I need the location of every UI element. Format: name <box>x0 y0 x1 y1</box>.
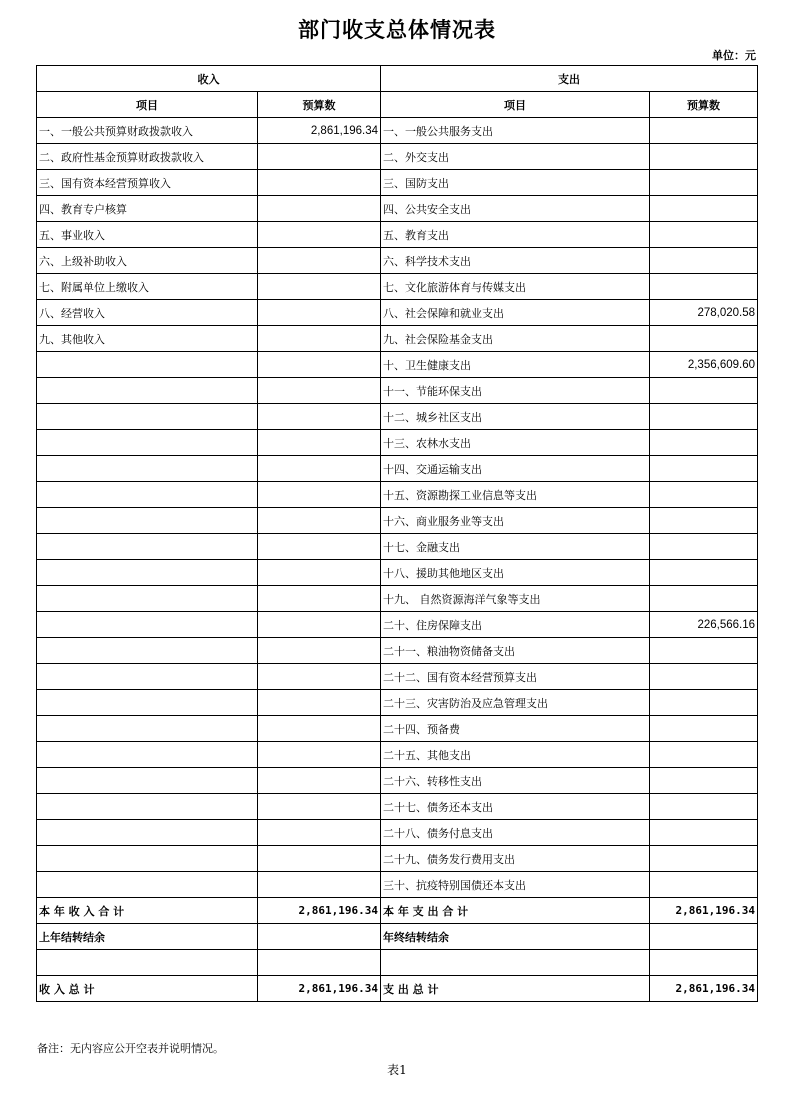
income-amount-cell <box>258 534 381 560</box>
income-amount-cell: 2,861,196.34 <box>258 898 381 924</box>
expense-item-cell: 十、卫生健康支出 <box>381 352 650 378</box>
expense-item-cell: 二十二、国有资本经营预算支出 <box>381 664 650 690</box>
expense-item-cell: 二十一、粮油物资储备支出 <box>381 638 650 664</box>
table-row <box>37 820 758 846</box>
income-amount-cell <box>258 794 381 820</box>
expense-item-cell: 十五、资源勘探工业信息等支出 <box>381 482 650 508</box>
expense-amount-cell <box>650 586 758 612</box>
expense-amount-cell <box>650 378 758 404</box>
income-item-cell: 一、一般公共预算财政拨款收入 <box>37 118 258 144</box>
column-header-row <box>37 92 758 118</box>
expense-amount-cell <box>650 274 758 300</box>
income-amount-cell: 2,861,196.34 <box>258 118 381 144</box>
income-item-cell: 本 年 收 入 合 计 <box>37 898 258 924</box>
expense-item-header: 项目 <box>381 92 650 118</box>
income-amount-cell <box>258 638 381 664</box>
income-amount-cell <box>258 508 381 534</box>
table-row <box>37 560 758 586</box>
expense-amount-cell <box>650 560 758 586</box>
expense-amount-cell <box>650 794 758 820</box>
table-row <box>37 846 758 872</box>
table-row <box>37 664 758 690</box>
income-item-cell: 二、政府性基金预算财政拨款收入 <box>37 144 258 170</box>
table-row <box>37 872 758 898</box>
income-item-cell: 收 入 总 计 <box>37 976 258 1002</box>
expense-item-cell: 四、公共安全支出 <box>381 196 650 222</box>
expense-amount-cell <box>650 846 758 872</box>
expense-amount-cell <box>650 742 758 768</box>
expense-amount-cell <box>650 716 758 742</box>
income-item-cell <box>37 430 258 456</box>
expense-amount-cell <box>650 950 758 976</box>
expense-item-cell: 十一、节能环保支出 <box>381 378 650 404</box>
expense-amount-cell <box>650 456 758 482</box>
income-amount-cell <box>258 742 381 768</box>
expense-amount-cell <box>650 326 758 352</box>
income-amount-cell <box>258 924 381 950</box>
table-row <box>37 456 758 482</box>
total-row <box>37 976 758 1002</box>
expense-item-cell: 本 年 支 出 合 计 <box>381 898 650 924</box>
income-item-cell <box>37 716 258 742</box>
expense-item-cell: 八、社会保障和就业支出 <box>381 300 650 326</box>
income-item-cell <box>37 690 258 716</box>
income-item-cell <box>37 950 258 976</box>
income-item-cell <box>37 794 258 820</box>
income-item-cell: 三、国有资本经营预算收入 <box>37 170 258 196</box>
expense-amount-cell <box>650 430 758 456</box>
table-row <box>37 222 758 248</box>
table-row <box>37 638 758 664</box>
income-amount-cell <box>258 300 381 326</box>
income-item-cell: 四、教育专户核算 <box>37 196 258 222</box>
income-item-cell <box>37 742 258 768</box>
table-row <box>37 248 758 274</box>
table-row <box>37 430 758 456</box>
expense-item-cell: 二十四、预备费 <box>381 716 650 742</box>
table-totals <box>37 898 758 1002</box>
income-amount-cell <box>258 196 381 222</box>
expense-item-cell: 十七、金融支出 <box>381 534 650 560</box>
income-item-cell <box>37 768 258 794</box>
footnote: 备注：无内容应公开空表并说明情况。 <box>37 1042 224 1055</box>
expense-header: 支出 <box>381 66 758 92</box>
income-amount-cell <box>258 820 381 846</box>
total-row <box>37 950 758 976</box>
table-row <box>37 482 758 508</box>
income-item-cell <box>37 664 258 690</box>
expense-amount-cell <box>650 170 758 196</box>
expense-amount-cell <box>650 144 758 170</box>
income-amount-cell: 2,861,196.34 <box>258 976 381 1002</box>
table-row <box>37 742 758 768</box>
income-item-cell: 上年结转结余 <box>37 924 258 950</box>
income-amount-cell <box>258 950 381 976</box>
income-amount-cell <box>258 846 381 872</box>
expense-amount-cell <box>650 222 758 248</box>
budget-table <box>36 65 758 1002</box>
income-amount-cell <box>258 222 381 248</box>
income-amount-cell <box>258 482 381 508</box>
expense-item-cell: 五、教育支出 <box>381 222 650 248</box>
total-row <box>37 924 758 950</box>
table-row <box>37 534 758 560</box>
expense-amount-cell <box>650 404 758 430</box>
table-row <box>37 508 758 534</box>
income-item-cell <box>37 534 258 560</box>
expense-item-cell: 三、国防支出 <box>381 170 650 196</box>
income-header: 收入 <box>37 66 381 92</box>
income-amount-cell <box>258 144 381 170</box>
expense-item-cell: 二十八、债务付息支出 <box>381 820 650 846</box>
expense-amount-cell <box>650 638 758 664</box>
income-item-cell: 九、其他收入 <box>37 326 258 352</box>
expense-amount-cell <box>650 482 758 508</box>
income-amount-cell <box>258 378 381 404</box>
income-item-cell <box>37 586 258 612</box>
expense-item-cell: 九、社会保险基金支出 <box>381 326 650 352</box>
table-row <box>37 196 758 222</box>
income-amount-cell <box>258 352 381 378</box>
table-row <box>37 144 758 170</box>
expense-amount-cell <box>650 690 758 716</box>
income-amount-cell <box>258 612 381 638</box>
total-row <box>37 898 758 924</box>
income-item-cell <box>37 378 258 404</box>
expense-amount-cell: 2,861,196.34 <box>650 976 758 1002</box>
expense-amount-cell <box>650 872 758 898</box>
table-row <box>37 690 758 716</box>
expense-amount-cell <box>650 924 758 950</box>
expense-item-cell: 十三、农林水支出 <box>381 430 650 456</box>
expense-item-cell: 十六、商业服务业等支出 <box>381 508 650 534</box>
expense-amount-cell: 2,861,196.34 <box>650 898 758 924</box>
income-amount-cell <box>258 248 381 274</box>
table-body <box>37 118 758 898</box>
income-item-cell: 六、上级补助收入 <box>37 248 258 274</box>
expense-amount-cell: 278,020.58 <box>650 300 758 326</box>
expense-amount-cell <box>650 248 758 274</box>
expense-item-cell: 二十五、其他支出 <box>381 742 650 768</box>
expense-item-cell: 三十、抗疫特别国债还本支出 <box>381 872 650 898</box>
income-item-cell <box>37 560 258 586</box>
income-item-cell: 五、事业收入 <box>37 222 258 248</box>
expense-item-cell: 一、一般公共服务支出 <box>381 118 650 144</box>
income-amount-cell <box>258 664 381 690</box>
income-item-cell <box>37 638 258 664</box>
table-row <box>37 378 758 404</box>
income-amount-cell <box>258 716 381 742</box>
expense-amount-cell <box>650 118 758 144</box>
expense-amount-cell: 2,356,609.60 <box>650 352 758 378</box>
income-amount-cell <box>258 690 381 716</box>
income-item-cell <box>37 404 258 430</box>
expense-amount-cell <box>650 508 758 534</box>
expense-item-cell: 二十、住房保障支出 <box>381 612 650 638</box>
income-item-header: 项目 <box>37 92 258 118</box>
expense-item-cell <box>381 950 650 976</box>
income-amount-cell <box>258 170 381 196</box>
expense-amount-cell <box>650 664 758 690</box>
income-item-cell <box>37 872 258 898</box>
table-row <box>37 612 758 638</box>
unit-label: 单位：元 <box>712 49 756 62</box>
income-amount-cell <box>258 456 381 482</box>
table-row <box>37 768 758 794</box>
table-row <box>37 352 758 378</box>
table-row <box>37 170 758 196</box>
table-row <box>37 716 758 742</box>
expense-item-cell: 二、外交支出 <box>381 144 650 170</box>
expense-item-cell: 二十七、债务还本支出 <box>381 794 650 820</box>
income-item-cell <box>37 846 258 872</box>
expense-amount-cell <box>650 196 758 222</box>
income-item-cell <box>37 482 258 508</box>
income-amount-cell <box>258 560 381 586</box>
expense-item-cell: 支 出 总 计 <box>381 976 650 1002</box>
table-row <box>37 118 758 144</box>
table-row <box>37 586 758 612</box>
income-amount-cell <box>258 872 381 898</box>
expense-item-cell: 七、文化旅游体育与传媒支出 <box>381 274 650 300</box>
expense-amount-cell: 226,566.16 <box>650 612 758 638</box>
income-amount-cell <box>258 430 381 456</box>
expense-item-cell: 二十九、债务发行费用支出 <box>381 846 650 872</box>
table-row <box>37 274 758 300</box>
income-amount-cell <box>258 586 381 612</box>
income-amount-cell <box>258 404 381 430</box>
income-item-cell <box>37 508 258 534</box>
income-amount-cell <box>258 768 381 794</box>
table-row <box>37 794 758 820</box>
table-row <box>37 300 758 326</box>
table-row <box>37 404 758 430</box>
expense-item-cell: 二十三、灾害防治及应急管理支出 <box>381 690 650 716</box>
expense-item-cell: 十九、 自然资源海洋气象等支出 <box>381 586 650 612</box>
page-label: 表1 <box>387 1063 407 1077</box>
section-header-row <box>37 66 758 92</box>
expense-amount-cell <box>650 768 758 794</box>
expense-amount-cell <box>650 820 758 846</box>
income-item-cell <box>37 352 258 378</box>
page-title: 部门收支总体情况表 <box>298 18 496 42</box>
table-row <box>37 326 758 352</box>
income-amount-cell <box>258 274 381 300</box>
income-amount-cell <box>258 326 381 352</box>
expense-item-cell: 十二、城乡社区支出 <box>381 404 650 430</box>
income-item-cell <box>37 612 258 638</box>
income-budget-header: 预算数 <box>258 92 381 118</box>
expense-item-cell: 十四、交通运输支出 <box>381 456 650 482</box>
income-item-cell: 八、经营收入 <box>37 300 258 326</box>
income-item-cell <box>37 456 258 482</box>
expense-item-cell: 六、科学技术支出 <box>381 248 650 274</box>
expense-budget-header: 预算数 <box>650 92 758 118</box>
income-item-cell <box>37 820 258 846</box>
expense-item-cell: 十八、援助其他地区支出 <box>381 560 650 586</box>
expense-item-cell: 二十六、转移性支出 <box>381 768 650 794</box>
income-item-cell: 七、附属单位上缴收入 <box>37 274 258 300</box>
expense-item-cell: 年终结转结余 <box>381 924 650 950</box>
expense-amount-cell <box>650 534 758 560</box>
